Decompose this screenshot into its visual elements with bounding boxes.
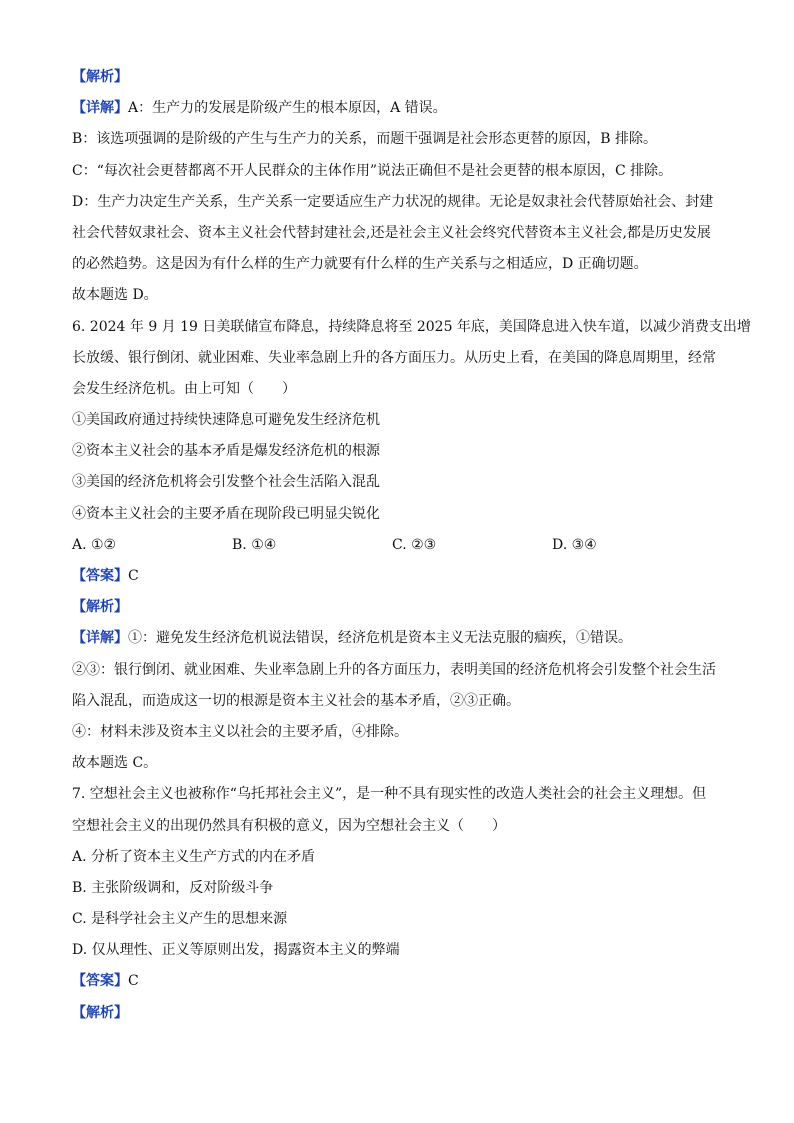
q5-detail-a — [72, 93, 732, 124]
q6-option-b: B. ①④ — [232, 536, 277, 553]
q7-option-c: C. 是科学社会主义产生的思想来源 — [72, 911, 288, 928]
q7-option-a: A. 分析了资本主义生产方式的内在矛盾 — [72, 848, 316, 865]
q6-stem-line1: 6. 2024 年 9 月 19 日美联储宣布降息，持续降息将至 2025 年底，美国降息进入快车道，以减少消费支出增 — [72, 318, 751, 335]
q6-option-c: C. ②③ — [392, 536, 437, 553]
q7-option-b: B. 主张阶级调和，反对阶级斗争 — [72, 879, 274, 896]
q6-detail-1-text: ①：避免发生经济危机说法错误，经济危机是资本主义无法克服的痼疾，①错误。 — [128, 630, 632, 647]
q5-detail-d-line3: 的必然趋势。这是因为有什么样的生产力就要有什么样的生产关系与之相适应，D 正确切题。 — [72, 256, 648, 273]
detail-tag: 【详解】 — [72, 630, 128, 647]
q6-item-2: ②资本主义社会的基本矛盾是爆发经济危机的根源 — [72, 443, 380, 460]
q5-detail-d-line2: 社会代替奴隶社会、资本主义社会代替封建社会,还是社会主义社会终究代替资本主义社会,都是历史发展 — [72, 224, 711, 241]
q7-stem-line1: 7. 空想社会主义也被称作“乌托邦社会主义”，是一种不具有现实性的改造人类社会的社会主义理想。但 — [72, 786, 707, 803]
q6-item-1: ①美国政府通过持续快速降息可避免发生经济危机 — [72, 412, 380, 429]
answer-tag: 【答案】 — [72, 568, 128, 584]
q6-detail-4: ④：材料未涉及资本主义以社会的主要矛盾，④排除。 — [72, 723, 408, 740]
q6-conclusion: 故本题选 C。 — [72, 755, 158, 772]
detail-tag: 【详解】 — [72, 100, 128, 117]
analysis-tag: 【解析】 — [72, 69, 128, 85]
q7-analysis-heading — [72, 998, 732, 1029]
q7-answer — [72, 966, 732, 997]
q5-detail-b: B：该选项强调的是阶级的产生与生产力的关系，而题干强调是社会形态更替的原因，B 排除。 — [72, 131, 658, 148]
q6-item-3: ③美国的经济危机将会引发整个社会生活陷入混乱 — [72, 474, 380, 491]
q5-detail-d-line1: D：生产力决定生产关系，生产关系一定要适应生产力状况的规律。无论是奴隶社会代替原始社会、封建 — [72, 193, 714, 210]
q6-option-d: D. ③④ — [552, 536, 597, 553]
q6-answer — [72, 561, 732, 592]
q6-detail-2: ②③：银行倒闭、就业困难、失业率急剧上升的各方面压力，表明美国的经济危机将会引发整个社会生活 — [72, 661, 716, 678]
q7-stem-line2: 空想社会主义的出现仍然具有积极的意义，因为空想社会主义（ ） — [72, 817, 506, 834]
analysis-tag: 【解析】 — [72, 599, 128, 616]
q6-stem-line2: 长放缓、银行倒闭、就业困难、失业率急剧上升的各方面压力。从历史上看，在美国的降息周期里，经常 — [72, 349, 716, 366]
q6-answer-value: C — [128, 568, 139, 584]
q7-option-d: D. 仅从理性、正义等原则出发，揭露资本主义的弊端 — [72, 942, 400, 959]
document-content — [72, 62, 751, 1029]
q6-option-a: A. ①② — [72, 536, 117, 553]
q6-stem-line3: 会发生经济危机。由上可知（ ） — [72, 380, 296, 397]
q6-detail-1 — [72, 623, 732, 654]
q7-answer-value: C — [128, 973, 139, 990]
q6-item-4: ④资本主义社会的主要矛盾在现阶段已明显尖锐化 — [72, 505, 380, 522]
q6-detail-3: 陷入混乱，而造成这一切的根源是资本主义社会的基本矛盾，②③正确。 — [72, 692, 520, 709]
q5-detail-c: C：“每次社会更替都离不开人民群众的主体作用”说法正确但不是社会更替的根本原因，C 排除。 — [72, 162, 673, 179]
answer-tag: 【答案】 — [72, 973, 128, 990]
q6-analysis-heading — [72, 592, 732, 623]
q5-conclusion: 故本题选 D。 — [72, 287, 158, 304]
analysis-tag: 【解析】 — [72, 1004, 128, 1021]
q6-options — [72, 530, 732, 561]
q5-detail-a-text: A：生产力的发展是阶级产生的根本原因，A 错误。 — [128, 100, 447, 117]
q5-analysis-heading — [72, 62, 732, 93]
